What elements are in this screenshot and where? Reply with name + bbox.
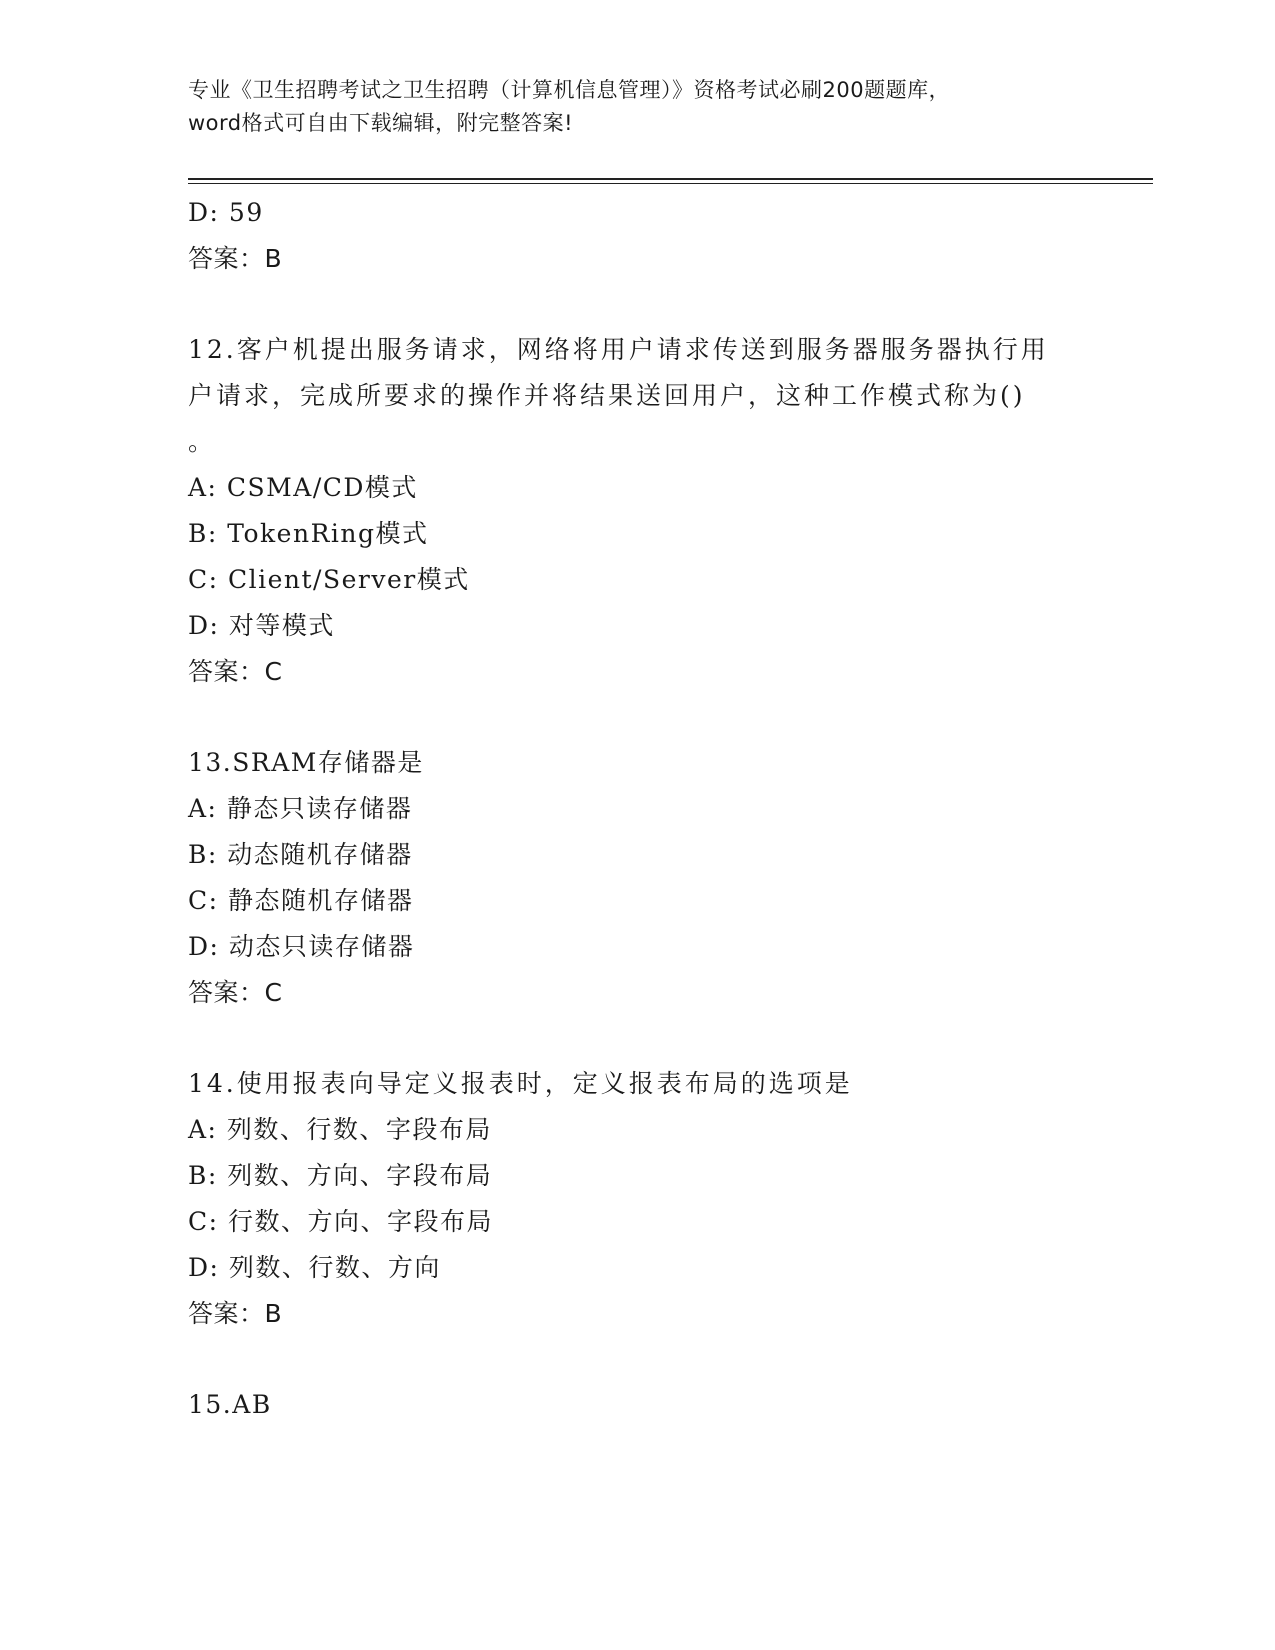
answer-line: 答案：B (188, 244, 283, 273)
answer-line: 答案：C (188, 657, 283, 686)
option-c: C: 行数、方向、字段布局 (188, 1207, 493, 1236)
option-a: A: 列数、行数、字段布局 (188, 1115, 492, 1144)
question-stem-line-2: 户请求，完成所要求的操作并将结果送回用户，这种工作模式称为() (188, 381, 1026, 410)
header-divider-thin (188, 183, 1153, 184)
option-d: D: 对等模式 (188, 611, 335, 640)
answer-line: 答案：C (188, 978, 283, 1007)
question-12 (188, 327, 1088, 695)
option-d: D: 动态只读存储器 (188, 932, 415, 961)
option-d: D: 59 (188, 198, 264, 227)
option-b: B: 列数、方向、字段布局 (188, 1161, 493, 1190)
option-b: B: 动态随机存储器 (188, 840, 413, 869)
question-13 (188, 740, 1088, 1016)
option-b: B: TokenRing模式 (188, 519, 429, 548)
page-header (188, 74, 1088, 140)
question-stem: 14.使用报表向导定义报表时，定义报表布局的选项是 (188, 1069, 853, 1098)
question-list (188, 190, 1088, 1428)
question-stem: 13.SRAM存储器是 (188, 748, 424, 777)
option-d: D: 列数、行数、方向 (188, 1253, 441, 1282)
option-c: C: 静态随机存储器 (188, 886, 414, 915)
header-divider-thick (188, 178, 1153, 180)
option-a: A: CSMA/CD模式 (188, 473, 418, 502)
answer-line: 答案：B (188, 1299, 283, 1328)
question-stem-line-3: 。 (188, 427, 215, 456)
option-c: C: Client/Server模式 (188, 565, 470, 594)
question-14 (188, 1061, 1088, 1337)
option-a: A: 静态只读存储器 (188, 794, 413, 823)
question-stem: 15.AB (188, 1390, 272, 1419)
header-title-line-1: 专业《卫生招聘考试之卫生招聘（计算机信息管理）》资格考试必刷200题题库， (188, 78, 951, 102)
previous-question-tail (188, 190, 1088, 282)
question-stem-line-1: 12.客户机提出服务请求，网络将用户请求传送到服务器服务器执行用 (188, 335, 1049, 364)
header-title-line-2: word格式可自由下载编辑，附完整答案! (188, 111, 574, 135)
question-15 (188, 1382, 1088, 1428)
